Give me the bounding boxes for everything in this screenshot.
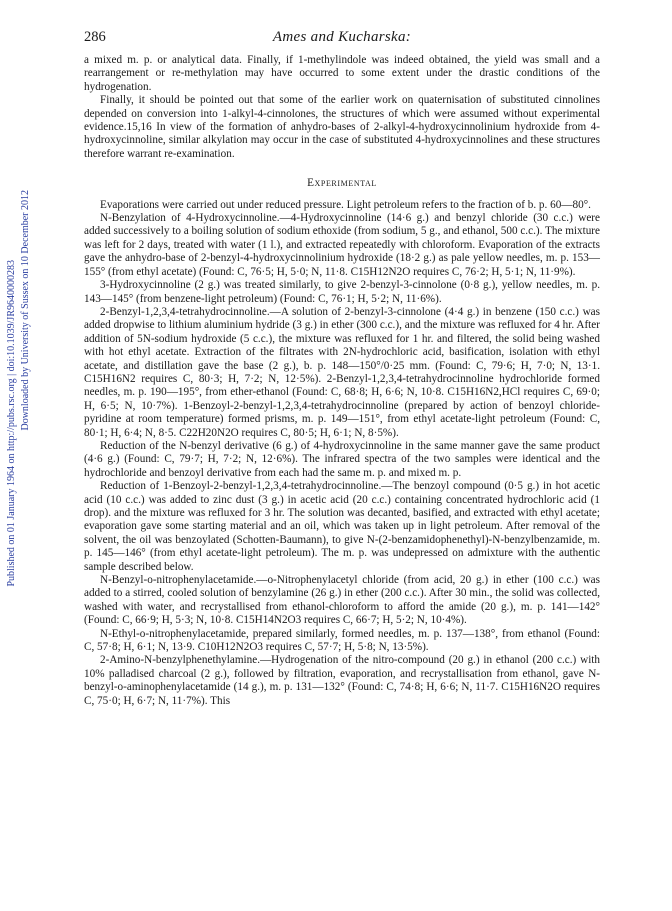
download-notice: Downloaded by University of Sussex on 10 December 2012: [20, 190, 31, 431]
paragraph: 2-Benzyl-1,2,3,4-tetrahydrocinnoline.—A solution of 2-benzyl-3-cinnolone (4·4 g.) in benzene (150 c.c.) was added dropwise to lithium aluminium hydride (3 g.) in ether (300 c.c.), and the mixture was refluxed for 4 hr. After addition of 5N-sodium hydroxide (5 c.c.), the mixture was refluxed for 1 hr. and filtered, the solid being washed with hot ethyl acetate. Extraction of the filtrates with 2N-hydrochloric acid, basification, isolation with ethyl acetate, and distillation gave the base (2 g.), b. p. 148—150°/0·25 mm. (Found: C, 79·6; H, 7·0; N, 13·1. C15H16N2 requires C, 80·3; H, 7·2; N, 12·5%). 2-Benzyl-1,2,3,4-tetrahydrocinnoline hydrochloride formed needles, m. p. 190—195°, from ether-ethanol (Found: C, 68·8; H, 6·6; N, 10·8. C15H16N2,HCl requires C, 69·0; H, 6·5; N, 10·7%). 1-Benzoyl-2-benzyl-1,2,3,4-tetrahydrocinnoline (prepared by action of benzoyl chloride-pyridine at room temperature) formed prisms, m. p. 149—151°, from ethyl acetate-light petroleum (Found: C, 80·1; H, 6·4; N, 8·5. C22H20N2O requires C, 80·5; H, 6·1; N, 8·5%).: [84, 305, 600, 439]
paragraph: Finally, it should be pointed out that some of the earlier work on quaternisation of substituted cinnolines depended on conversion into 1-alkyl-4-cinnolones, the structures of which were assumed without experimental evidence.15,16 In view of the formation of anhydro-bases of 2-alkyl-4-hydroxycinnolinium hydroxide from 4-hydroxycinnoline, similar alkylation may occur in the case of substituted 4-hydroxycinnolines and these structures therefore warrant re-examination.: [84, 94, 600, 160]
paragraph: N-Ethyl-o-nitrophenylacetamide, prepared similarly, formed needles, m. p. 137—138°, from ethanol (Found: C, 57·8; H, 6·1; N, 13·9. C10H12N2O3 requires C, 57·7; H, 5·8; N, 13·5%).: [84, 627, 600, 654]
section-heading: Experimental: [307, 177, 377, 190]
page-number: 286: [84, 29, 106, 45]
paragraph: a mixed m. p. or analytical data. Finally, if 1-methylindole was indeed obtained, the yield was small and a rearrangement or re-methylation may have occurred to some extent under the drastic conditions of the hydrogenation.: [84, 54, 600, 93]
paragraph: N-Benzylation of 4-Hydroxycinnoline.—4-Hydroxycinnoline (14·6 g.) and benzyl chloride (30 c.c.) were added successively to a boiling solution of sodium ethoxide (from sodium, 5 g., and ethanol, 500 c.c.). The mixture was left for 2 days, treated with water (1 l.), and extracted repeatedly with chloroform. Evaporation of the extracts gave the anhydro-base of 2-benzyl-4-hydroxycinnolinium hydroxide (18·2 g.) as pale yellow needles, m. p. 153—155° (from ethyl acetate) (Found: C, 76·5; H, 5·0; N, 11·8. C15H12N2O requires C, 76·2; H, 5·1; N, 11·9%).: [84, 212, 600, 278]
paragraph: Evaporations were carried out under reduced pressure. Light petroleum refers to the fraction of b. p. 60—80°.: [100, 198, 591, 211]
page-header: [84, 29, 600, 49]
publication-notice: Published on 01 January 1964 on http://pubs.rsc.org | doi:10.1039/JR9640000283: [6, 260, 17, 587]
paragraph: Reduction of 1-Benzoyl-2-benzyl-1,2,3,4-tetrahydrocinnoline.—The benzoyl compound (0·5 g.) in hot acetic acid (10 c.c.) was added to zinc dust (3 g.) in acetic acid (20 c.c.) containing concentrated hydrochloric acid (1 drop). and the mixture was refluxed for 3 hr. The solution was decanted, basified, and extracted with ethyl acetate; evaporation gave some starting material and an oil, which was taken up in light petroleum. After removal of the solvent, the oil was benzoylated (Schotten-Baumann), to give N-(2-benzamidophenethyl)-N-benzylbenzamide, m. p. 145—146° (from ethyl acetate-light petroleum). The m. p. was undepressed on admixture with the authentic sample described below.: [84, 480, 600, 573]
paragraph: 3-Hydroxycinnoline (2 g.) was treated similarly, to give 2-benzyl-3-cinnolone (0·8 g.), yellow needles, m. p. 143—145° (from benzene-light petroleum) (Found: C, 76·1; H, 5·2; N, 11·6%).: [84, 279, 600, 305]
download-watermark: [3, 120, 37, 760]
article-body: [84, 54, 600, 708]
paragraph: 2-Amino-N-benzylphenethylamine.—Hydrogenation of the nitro-compound (20 g.) in ethanol (200 c.c.) with 10% palladised charcoal (2 g.), followed by filtration, evaporation, and recrystallisation from ethanol, gave N-benzyl-o-aminophenylacetamide (14 g.), m. p. 131—132° (Found: C, 74·8; H, 6·6; N, 11·7. C15H16N2O requires C, 75·0; H, 6·7; N, 11·7%). This: [84, 654, 600, 707]
paragraph: N-Benzyl-o-nitrophenylacetamide.—o-Nitrophenylacetyl chloride (from acid, 20 g.) in ether (100 c.c.) was added to a stirred, cooled solution of benzylamine (26 g.) in ether (200 c.c.). After 30 min., the solid was collected, washed with water, and recrystallised from ethanol-chloroform to afford the amide (20 g.), m. p. 141—142° (Found: C, 66·9; H, 5·3; N, 10·8. C15H14N2O3 requires C, 66·7; H, 5·2; N, 10·4%).: [84, 574, 600, 627]
running-title: Ames and Kucharska:: [272, 29, 412, 45]
paragraph: Reduction of the N-benzyl derivative (6 g.) of 4-hydroxycinnoline in the same manner gave the same product (4·6 g.) (Found: C, 79·7; H, 7·2; N, 12·6%). The infrared spectra of the two samples were identical and the hydrochloride and benzoyl derivative from each had the same m. p. and mixed m. p.: [84, 439, 600, 479]
